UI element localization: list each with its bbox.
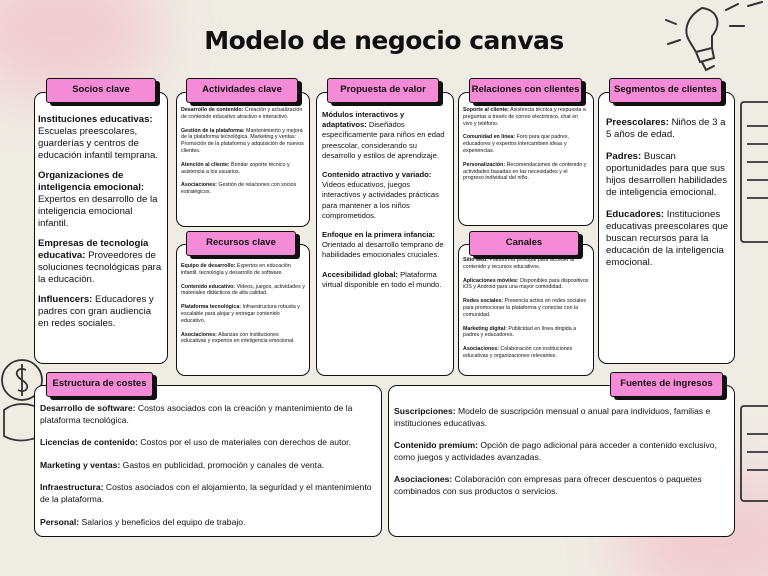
propuesta-item: Accesibilidad global: Plataforma virtual disponible en todo el mundo. [322, 269, 442, 289]
recursos-clave-label: Recursos clave [186, 231, 296, 256]
propuesta-de-valor-label: Propuesta de valor [327, 78, 439, 103]
propuesta-de-valor-box [316, 92, 454, 376]
canales-item: Sitio web: Plataforma principal para acceder al contenido y recursos educativos. [463, 257, 575, 270]
relaciones-con-clientes-box [458, 92, 594, 226]
segmentos-item: Preescolares: Niños de 3 a 5 años de edad. [606, 117, 726, 140]
relaciones-item: Soporte al cliente: Asistencia técnica y respuesta a preguntas a través de correo electrónico, chat en vivo y teléfono. [463, 107, 586, 127]
relaciones-item: Comunidad en línea: Foro para que padres, educadores y expertos intercambien ideas y experiencias. [463, 134, 569, 154]
actividades-item: Asociaciones: Gestión de relaciones con socios estratégicos. [181, 182, 297, 196]
canales-item: Redes sociales: Presencia activa en redes sociales para promocionar la plataforma y conectar con la comunidad. [463, 298, 587, 318]
recursos-item: Plataforma tecnológica: Infraestructura robusta y escalable para alojar y entregar contenido educativo. [181, 304, 300, 324]
segmentos-item: Padres: Buscan oportunidades para que sus hijos desarrollen habilidades de inteligencia emocional. [606, 151, 728, 198]
fuentes-de-ingresos-box [388, 385, 735, 537]
socios-item: Influencers: Educadores y padres con gran audiencia en redes sociales. [38, 294, 154, 329]
notepad-icon [735, 92, 768, 252]
canales-item: Asociaciones: Colaboración con instituciones educativas y organizaciones relevantes. [463, 346, 573, 359]
ingresos-item: Contenido premium: Opción de pago adicional para acceder a contenido exclusivo, como juegos y actividades avanzadas. [394, 440, 717, 462]
socios-item: Empresas de tecnología educativa: Proveedores de soluciones tecnológicas para la educación. [38, 238, 162, 285]
costes-item: Desarrollo de software: Costos asociados con la creación y mantenimiento de la plataforma tecnológica. [40, 403, 353, 425]
propuesta-item: Módulos interactivos y adaptativos: Diseñados específicamente para niños en edad preescolar, considerando su desarrollo y estilos de aprendizaje. [322, 110, 445, 160]
propuesta-item: Enfoque en la primera infancia: Orientado al desarrollo temprano de habilidades emocionales cruciales. [322, 230, 444, 260]
ingresos-item: Asociaciones: Colaboración con empresas para ofrecer descuentos o paquetes combinados con sus productos o servicios. [394, 474, 702, 496]
actividades-item: Desarrollo de contenido: Creación y actualización de contenido educativo atractivo e interactivo. [181, 107, 303, 120]
canales-box [458, 244, 594, 376]
costes-item: Marketing y ventas: Gastos en publicidad, promoción y canales de venta. [40, 459, 325, 470]
recursos-item: Asociaciones: Alianzas con instituciones educativas y expertos en inteligencia emocional. [181, 331, 295, 345]
fuentes-de-ingresos-label: Fuentes de ingresos [610, 372, 723, 397]
actividades-clave-box [176, 92, 310, 227]
actividades-clave-label: Actividades clave [186, 78, 298, 103]
relaciones-item: Personalización: Recomendaciones de contenido y actividades basadas en las necesidades y el progreso individual del niño. [463, 161, 587, 182]
recursos-clave-box [176, 244, 310, 376]
ingresos-item: Suscripciones: Modelo de suscripción mensual o anual para individuos, familias e instituciones educativas. [394, 406, 711, 428]
socios-item: Organizaciones de inteligencia emocional: Expertos en desarrollo de la inteligencia emocional infantil. [38, 170, 158, 229]
segmentos-de-clientes-box [598, 92, 735, 364]
actividades-item: Gestión de la plataforma: Mantenimiento y mejora de la plataforma tecnológica. Marketing y ventas: Promoción de la plataforma y adquisición de nuevos clientes. [181, 127, 304, 154]
segmentos-item: Educadores: Instituciones educativas preescolares que buscan recursos para la educación de la inteligencia emocional. [606, 209, 729, 268]
relaciones-con-clientes-label: Relaciones con clientes [469, 78, 582, 103]
page-title: Modelo de negocio canvas [204, 26, 564, 55]
estructura-de-costes-label: Estructura de costes [46, 372, 153, 397]
segmentos-de-clientes-label: Segmentos de clientes [609, 78, 722, 103]
canales-item: Marketing digital: Publicidad en línea dirigida a padres y educadores. [463, 325, 577, 339]
socios-clave-box [34, 92, 168, 364]
clipboard-icon [735, 398, 768, 508]
costes-item: Personal: Salarios y beneficios del equipo de trabajo. [40, 516, 246, 527]
canales-label: Canales [469, 231, 579, 256]
estructura-de-costes-box [34, 385, 382, 537]
propuesta-item: Contenido atractivo y variado: Videos educativos, juegos interactivos y actividades prácticas para mantener a los niños comprometidos. [322, 170, 439, 220]
costes-item: Licencias de contenido: Costos por el uso de materiales con derechos de autor. [40, 437, 351, 448]
actividades-item: Atención al cliente: Brindar soporte técnico y asistencia a los usuarios. [181, 161, 290, 175]
canales-item: Aplicaciones móviles: Disponibles para dispositivos iOS y Android para una mayor comodidad. [463, 277, 589, 291]
socios-clave-label: Socios clave [46, 78, 156, 103]
costes-item: Infraestructura: Costos asociados con el alojamiento, la seguridad y el mantenimiento de la plataforma. [40, 482, 372, 504]
recursos-item: Equipo de desarrollo: Expertos en educación infantil, tecnología y desarrollo de software. [181, 263, 291, 276]
socios-item: Instituciones educativas: Escuelas preescolares, guarderías y centros de educación infantil temprana. [38, 114, 158, 161]
recursos-item: Contenido educativo: Videos, juegos, actividades y materiales didácticos de alta calidad. [181, 283, 305, 297]
